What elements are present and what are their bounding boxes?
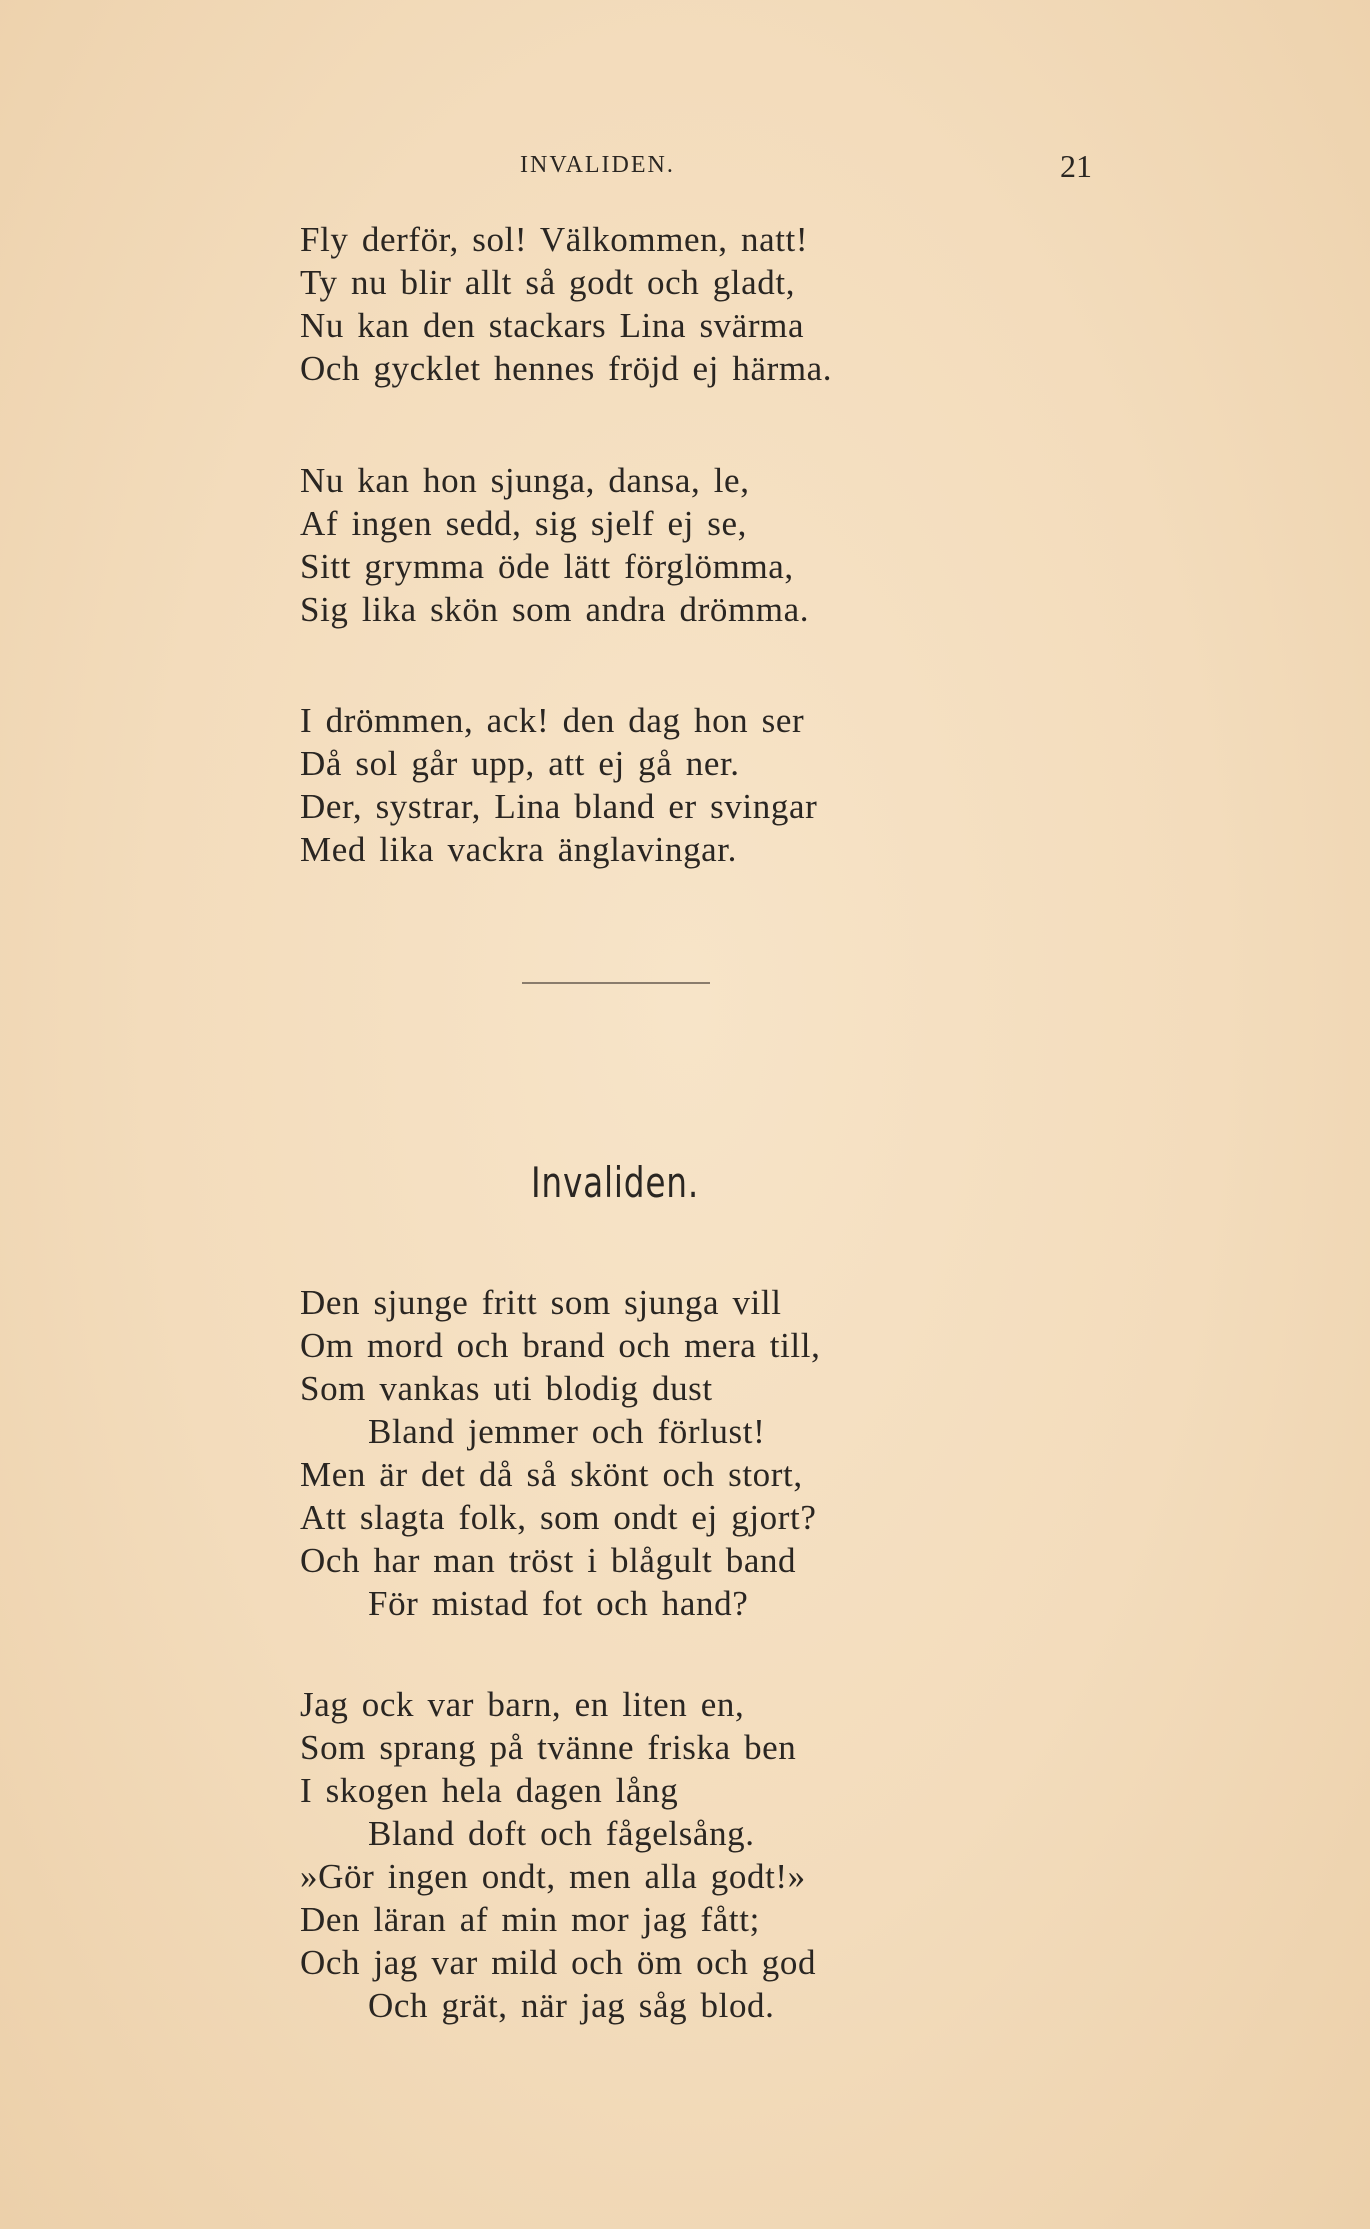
verse-line: Sitt grymma öde lätt förglömma, bbox=[300, 547, 794, 586]
verse-line: I skogen hela dagen lång bbox=[300, 1771, 679, 1810]
verse-line: Nu kan hon sjunga, dansa, le, bbox=[300, 461, 750, 500]
verse-line: Den läran af min mor jag fått; bbox=[300, 1900, 760, 1939]
poem-title: Invaliden. bbox=[530, 1158, 700, 1207]
stanza-1 bbox=[300, 218, 832, 390]
verse-line: Och jag var mild och öm och god bbox=[300, 1943, 817, 1982]
verse-line: Som sprang på tvänne friska ben bbox=[300, 1728, 797, 1767]
verse-line: Fly derför, sol! Välkommen, natt! bbox=[300, 220, 809, 259]
running-title: INVALIDEN. bbox=[520, 152, 675, 178]
verse-line: Jag ock var barn, en liten en, bbox=[300, 1685, 745, 1724]
stanza-3 bbox=[300, 699, 817, 871]
verse-line: »Gör ingen ondt, men alla godt!» bbox=[300, 1857, 806, 1896]
verse-line: Som vankas uti blodig dust bbox=[300, 1369, 713, 1408]
verse-line: Den sjunge fritt som sjunga vill bbox=[300, 1283, 782, 1322]
verse-line: Om mord och brand och mera till, bbox=[300, 1326, 821, 1365]
verse-line: Bland doft och fågelsång. bbox=[368, 1814, 755, 1853]
verse-line: I drömmen, ack! den dag hon ser bbox=[300, 701, 805, 740]
verse-line: Och grät, när jag såg blod. bbox=[368, 1986, 775, 2025]
verse-line: Af ingen sedd, sig sjelf ej se, bbox=[300, 504, 747, 543]
verse-line: Ty nu blir allt så godt och gladt, bbox=[300, 263, 796, 302]
verse-line: Nu kan den stackars Lina svärma bbox=[300, 306, 805, 345]
verse-line: Då sol går upp, att ej gå ner. bbox=[300, 744, 740, 783]
verse-line: Bland jemmer och förlust! bbox=[368, 1412, 766, 1451]
verse-line: Att slagta folk, som ondt ej gjort? bbox=[300, 1498, 817, 1537]
section-divider bbox=[522, 982, 710, 984]
verse-line: Och gycklet hennes fröjd ej härma. bbox=[300, 349, 833, 388]
stanza-2 bbox=[300, 459, 809, 631]
verse-line: För mistad fot och hand? bbox=[368, 1584, 749, 1623]
verse-line: Sig lika skön som andra drömma. bbox=[300, 590, 810, 629]
verse-line: Der, systrar, Lina bland er svingar bbox=[300, 787, 818, 826]
verse-line: Med lika vackra änglavingar. bbox=[300, 830, 737, 869]
running-head bbox=[300, 148, 1100, 188]
verse-line: Men är det då så skönt och stort, bbox=[300, 1455, 803, 1494]
page-number: 21 bbox=[1060, 148, 1092, 184]
verse-line: Och har man tröst i blågult band bbox=[300, 1541, 797, 1580]
stanza-5 bbox=[300, 1683, 816, 2027]
stanza-4 bbox=[300, 1281, 820, 1625]
